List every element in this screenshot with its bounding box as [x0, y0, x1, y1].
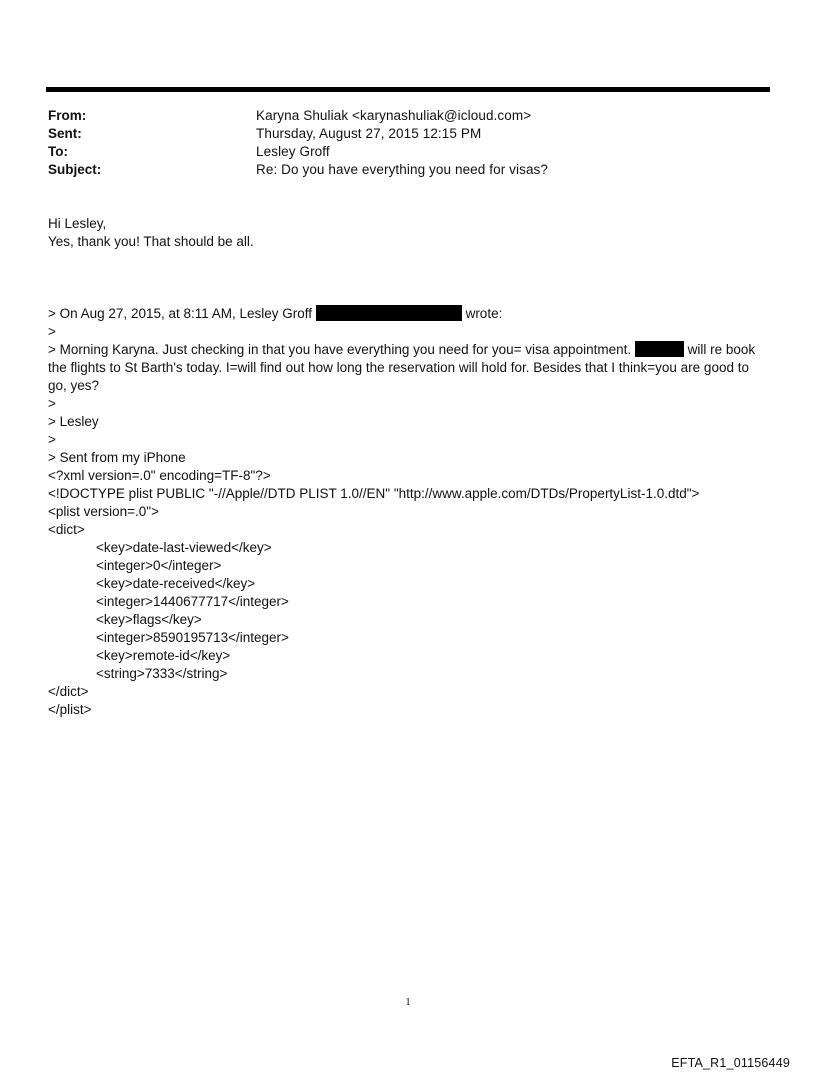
to-value: Lesley Groff — [256, 144, 330, 159]
plist-entry: <key>remote-id</key> — [96, 648, 231, 663]
plist-dict-close: </dict> — [48, 684, 89, 699]
plist-entry: <key>flags</key> — [96, 612, 202, 627]
redaction-block — [316, 305, 462, 321]
quoted-blank-line: > — [48, 396, 56, 411]
from-row — [48, 107, 768, 125]
subject-label: Subject: — [48, 162, 102, 177]
quoted-intro-wrote: wrote: — [461, 306, 503, 321]
sent-row — [48, 125, 768, 143]
sent-label: Sent: — [48, 126, 82, 141]
quoted-intro — [48, 305, 770, 323]
sent-value: Thursday, August 27, 2015 12:15 PM — [256, 126, 482, 141]
header-divider — [46, 87, 770, 92]
to-row — [48, 143, 768, 161]
quoted-paragraph-start: > Morning Karyna. Just checking in that you have everything you need for you= visa appointment. — [48, 342, 635, 357]
plist-entry: <integer>8590195713</integer> — [96, 630, 289, 645]
quoted-blank-line: > — [48, 324, 56, 339]
reply-body — [48, 215, 770, 251]
email-header — [48, 107, 768, 179]
quoted-paragraph — [48, 341, 770, 395]
plist-open-tag: <plist version=.0"> — [48, 504, 159, 519]
quoted-message — [48, 305, 770, 719]
quoted-paragraph-end: will re book the flights to St Barth's today. I=will find out how long the reservation will hold for. Besides that I think=you are good to go, yes? — [48, 342, 756, 393]
plist-entry: <key>date-last-viewed</key> — [96, 540, 272, 555]
plist-entry: <key>date-received</key> — [96, 576, 256, 591]
plist-entry: <integer>1440677717</integer> — [96, 594, 289, 609]
plist-xml-declaration: <?xml version=.0" encoding=TF-8"?> — [48, 468, 271, 483]
to-label: To: — [48, 144, 68, 159]
document-id: EFTA_R1_01156449 — [671, 1056, 790, 1070]
page-number: 1 — [405, 996, 411, 1008]
reply-line: Yes, thank you! That should be all. — [48, 234, 254, 249]
quoted-signoff: > Lesley — [48, 414, 99, 429]
from-label: From: — [48, 108, 87, 123]
quoted-blank-line: > — [48, 432, 56, 447]
plist-entry: <string>7333</string> — [96, 666, 228, 681]
plist-dict-open: <dict> — [48, 522, 85, 537]
quoted-sent-from: > Sent from my iPhone — [48, 450, 186, 465]
plist-entry: <integer>0</integer> — [96, 558, 222, 573]
redaction-block — [635, 341, 684, 357]
plist-doctype: <!DOCTYPE plist PUBLIC "-//Apple//DTD PLIST 1.0//EN" "http://www.apple.com/DTDs/PropertyList-1.0.dtd"> — [48, 486, 700, 501]
plist-close-tag: </plist> — [48, 702, 92, 717]
quoted-intro-text: > On Aug 27, 2015, at 8:11 AM, Lesley Groff — [48, 306, 316, 321]
subject-row — [48, 161, 768, 179]
from-value: Karyna Shuliak <karynashuliak@icloud.com> — [256, 108, 532, 123]
reply-greeting: Hi Lesley, — [48, 216, 107, 231]
subject-value: Re: Do you have everything you need for visas? — [256, 162, 549, 177]
